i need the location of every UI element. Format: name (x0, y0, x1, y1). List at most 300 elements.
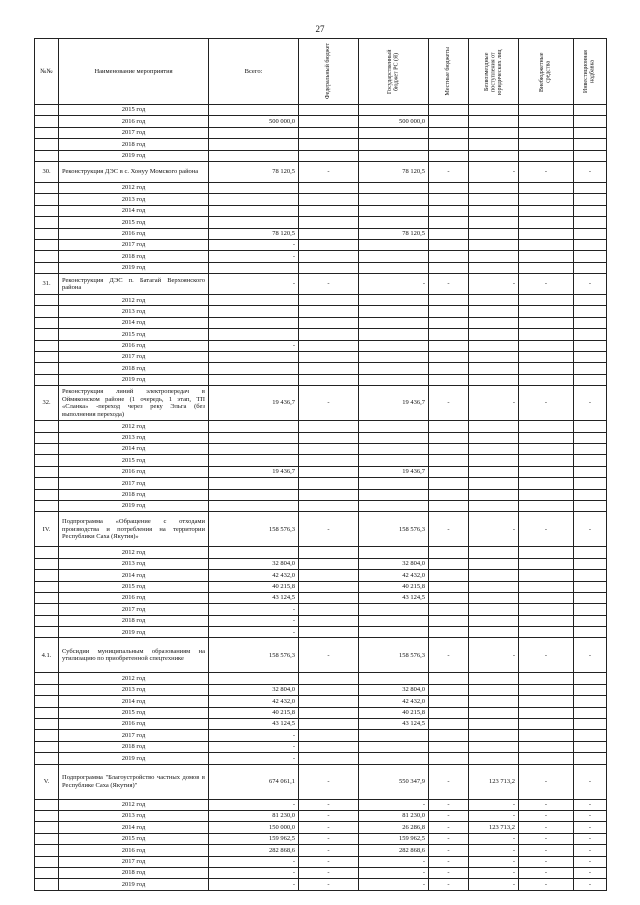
table-body (35, 105, 607, 891)
cell-invest (574, 500, 607, 511)
cell-state: 32 804,0 (359, 684, 429, 695)
year-row (35, 139, 607, 150)
cell-local (429, 753, 469, 764)
year-row (35, 547, 607, 558)
row-number-empty (35, 139, 59, 150)
program-row (35, 764, 607, 799)
cell-total (209, 329, 299, 340)
year-label: 2019 год (59, 262, 209, 273)
cell-free (469, 707, 519, 718)
cell-federal (299, 455, 359, 466)
cell-total (209, 352, 299, 363)
cell-total: - (209, 340, 299, 351)
year-row (35, 228, 607, 239)
year-label: 2019 год (59, 374, 209, 385)
cell-extra: - (519, 386, 574, 421)
cell-free (469, 466, 519, 477)
cell-free (469, 182, 519, 193)
cell-federal (299, 306, 359, 317)
cell-invest (574, 547, 607, 558)
cell-free (469, 741, 519, 752)
cell-federal (299, 581, 359, 592)
cell-extra: - (519, 799, 574, 810)
program-title: Подпрограмма "Благоустройство частных домов в Республике Саха (Якутия)" (59, 764, 209, 799)
cell-extra (519, 615, 574, 626)
year-row (35, 478, 607, 489)
year-row (35, 352, 607, 363)
cell-state (359, 374, 429, 385)
cell-total: 19 436,7 (209, 386, 299, 421)
cell-federal (299, 205, 359, 216)
row-number-empty (35, 627, 59, 638)
cell-state (359, 194, 429, 205)
cell-total (209, 295, 299, 306)
cell-local: - (429, 810, 469, 821)
cell-invest (574, 741, 607, 752)
cell-total (209, 194, 299, 205)
cell-extra (519, 592, 574, 603)
cell-state: 32 804,0 (359, 558, 429, 569)
year-label: 2014 год (59, 822, 209, 833)
row-number-empty (35, 867, 59, 878)
row-number-empty (35, 558, 59, 569)
cell-invest (574, 262, 607, 273)
year-label: 2014 год (59, 570, 209, 581)
cell-state (359, 478, 429, 489)
cell-local (429, 127, 469, 138)
row-number-empty (35, 741, 59, 752)
cell-federal (299, 340, 359, 351)
cell-invest (574, 127, 607, 138)
cell-invest (574, 217, 607, 228)
cell-local (429, 500, 469, 511)
cell-extra: - (519, 161, 574, 182)
cell-federal: - (299, 822, 359, 833)
cell-state (359, 730, 429, 741)
cell-federal (299, 150, 359, 161)
cell-invest (574, 105, 607, 116)
year-label: 2016 год (59, 228, 209, 239)
year-row (35, 127, 607, 138)
cell-free (469, 627, 519, 638)
cell-state (359, 615, 429, 626)
row-number-empty (35, 217, 59, 228)
cell-extra (519, 707, 574, 718)
cell-total (209, 455, 299, 466)
cell-federal (299, 217, 359, 228)
cell-local (429, 432, 469, 443)
cell-federal (299, 432, 359, 443)
cell-free: - (469, 810, 519, 821)
cell-invest (574, 581, 607, 592)
cell-federal (299, 317, 359, 328)
cell-local (429, 340, 469, 351)
year-row (35, 673, 607, 684)
year-row (35, 340, 607, 351)
cell-invest: - (574, 856, 607, 867)
row-number: 4.1. (35, 638, 59, 673)
cell-extra: - (519, 274, 574, 295)
year-row (35, 707, 607, 718)
cell-local (429, 363, 469, 374)
cell-local (429, 262, 469, 273)
cell-free (469, 719, 519, 730)
year-row (35, 879, 607, 890)
cell-extra (519, 251, 574, 262)
cell-state (359, 443, 429, 454)
cell-invest (574, 558, 607, 569)
cell-free (469, 116, 519, 127)
year-label: 2019 год (59, 753, 209, 764)
cell-invest (574, 239, 607, 250)
cell-total: 81 230,0 (209, 810, 299, 821)
cell-federal: - (299, 638, 359, 673)
cell-free (469, 570, 519, 581)
cell-local (429, 466, 469, 477)
year-label: 2016 год (59, 592, 209, 603)
year-label: 2012 год (59, 421, 209, 432)
cell-state (359, 205, 429, 216)
cell-federal (299, 295, 359, 306)
cell-invest (574, 673, 607, 684)
cell-state (359, 432, 429, 443)
cell-free: - (469, 161, 519, 182)
cell-invest (574, 466, 607, 477)
row-number-empty (35, 262, 59, 273)
year-row (35, 592, 607, 603)
year-label: 2017 год (59, 127, 209, 138)
cell-local (429, 547, 469, 558)
cell-total (209, 317, 299, 328)
page-number: 27 (315, 24, 325, 34)
cell-federal (299, 673, 359, 684)
year-label: 2015 год (59, 105, 209, 116)
cell-state (359, 547, 429, 558)
program-row (35, 274, 607, 295)
row-number-empty (35, 673, 59, 684)
budget-table (34, 38, 607, 891)
cell-invest: - (574, 799, 607, 810)
cell-state: 19 436,7 (359, 466, 429, 477)
cell-total: - (209, 856, 299, 867)
cell-local (429, 421, 469, 432)
row-number-empty (35, 340, 59, 351)
year-label: 2018 год (59, 139, 209, 150)
cell-invest (574, 374, 607, 385)
cell-federal: - (299, 879, 359, 890)
program-row (35, 386, 607, 421)
cell-extra: - (519, 512, 574, 547)
cell-local: - (429, 161, 469, 182)
program-row (35, 161, 607, 182)
row-number-empty (35, 182, 59, 193)
year-row (35, 741, 607, 752)
cell-local (429, 696, 469, 707)
cell-invest (574, 306, 607, 317)
cell-free (469, 329, 519, 340)
row-number-empty (35, 615, 59, 626)
row-number-empty (35, 374, 59, 385)
cell-free (469, 251, 519, 262)
row-number-empty (35, 478, 59, 489)
year-label: 2018 год (59, 867, 209, 878)
year-label: 2013 год (59, 558, 209, 569)
cell-extra (519, 150, 574, 161)
cell-invest (574, 604, 607, 615)
cell-extra (519, 753, 574, 764)
cell-local (429, 684, 469, 695)
year-row (35, 696, 607, 707)
cell-state: 40 215,8 (359, 581, 429, 592)
cell-total (209, 205, 299, 216)
cell-free (469, 105, 519, 116)
row-number-empty (35, 570, 59, 581)
cell-invest (574, 432, 607, 443)
cell-extra (519, 340, 574, 351)
cell-state (359, 251, 429, 262)
row-number-empty (35, 150, 59, 161)
year-label: 2017 год (59, 730, 209, 741)
row-number-empty (35, 592, 59, 603)
cell-extra (519, 455, 574, 466)
cell-free: - (469, 833, 519, 844)
cell-free (469, 684, 519, 695)
cell-invest: - (574, 845, 607, 856)
cell-local (429, 741, 469, 752)
cell-free (469, 262, 519, 273)
cell-extra (519, 217, 574, 228)
cell-extra (519, 719, 574, 730)
cell-state (359, 329, 429, 340)
col-header-no: №№ (35, 39, 59, 105)
cell-invest: - (574, 274, 607, 295)
cell-local (429, 581, 469, 592)
year-row (35, 719, 607, 730)
cell-federal (299, 363, 359, 374)
cell-total: - (209, 753, 299, 764)
cell-local (429, 295, 469, 306)
cell-local (429, 116, 469, 127)
cell-extra (519, 627, 574, 638)
cell-federal (299, 105, 359, 116)
row-number-empty (35, 684, 59, 695)
cell-extra (519, 421, 574, 432)
cell-free: - (469, 638, 519, 673)
cell-extra (519, 558, 574, 569)
row-number-empty (35, 251, 59, 262)
cell-state (359, 421, 429, 432)
year-label: 2017 год (59, 239, 209, 250)
cell-local: - (429, 638, 469, 673)
cell-total: 159 962,5 (209, 833, 299, 844)
cell-invest (574, 478, 607, 489)
cell-federal (299, 741, 359, 752)
cell-federal (299, 127, 359, 138)
cell-free (469, 374, 519, 385)
cell-free (469, 730, 519, 741)
year-label: 2017 год (59, 352, 209, 363)
cell-free (469, 592, 519, 603)
cell-federal (299, 604, 359, 615)
cell-free: - (469, 879, 519, 890)
cell-free (469, 306, 519, 317)
row-number-empty (35, 116, 59, 127)
cell-total (209, 262, 299, 273)
cell-extra (519, 730, 574, 741)
year-row (35, 363, 607, 374)
cell-extra: - (519, 845, 574, 856)
cell-federal (299, 570, 359, 581)
cell-total: 43 124,5 (209, 719, 299, 730)
cell-free (469, 421, 519, 432)
year-row (35, 455, 607, 466)
year-row (35, 150, 607, 161)
row-number-empty (35, 730, 59, 741)
cell-state: 78 120,5 (359, 161, 429, 182)
program-title: Подпрограмма «Обращение с отходами производства и потребления на территории Республики Саха (Якутия)» (59, 512, 209, 547)
cell-free (469, 478, 519, 489)
cell-state: 40 215,8 (359, 707, 429, 718)
year-row (35, 251, 607, 262)
row-number-empty (35, 707, 59, 718)
cell-invest (574, 753, 607, 764)
cell-total: - (209, 615, 299, 626)
cell-free (469, 455, 519, 466)
cell-federal (299, 139, 359, 150)
header-row (35, 39, 607, 105)
cell-local (429, 374, 469, 385)
year-row (35, 615, 607, 626)
row-number-empty (35, 455, 59, 466)
cell-total: 158 576,3 (209, 512, 299, 547)
row-number-empty (35, 696, 59, 707)
row-number: IV. (35, 512, 59, 547)
cell-free: - (469, 799, 519, 810)
year-row (35, 194, 607, 205)
cell-local (429, 627, 469, 638)
cell-local (429, 489, 469, 500)
cell-local (429, 673, 469, 684)
year-label: 2016 год (59, 340, 209, 351)
row-number-empty (35, 581, 59, 592)
cell-free (469, 239, 519, 250)
cell-total (209, 432, 299, 443)
cell-total (209, 217, 299, 228)
cell-extra: - (519, 856, 574, 867)
cell-federal: - (299, 386, 359, 421)
col-header-total: Всего: (209, 39, 299, 105)
cell-free (469, 547, 519, 558)
cell-extra (519, 105, 574, 116)
year-label: 2014 год (59, 443, 209, 454)
cell-state (359, 753, 429, 764)
cell-invest: - (574, 512, 607, 547)
year-row (35, 421, 607, 432)
row-number: 32. (35, 386, 59, 421)
cell-free (469, 489, 519, 500)
cell-total: 158 576,3 (209, 638, 299, 673)
year-row (35, 684, 607, 695)
cell-extra (519, 684, 574, 695)
year-label: 2019 год (59, 627, 209, 638)
cell-free (469, 352, 519, 363)
cell-federal (299, 592, 359, 603)
cell-federal (299, 329, 359, 340)
cell-total (209, 139, 299, 150)
cell-free (469, 673, 519, 684)
cell-federal (299, 558, 359, 569)
cell-local (429, 730, 469, 741)
year-row (35, 432, 607, 443)
row-number-empty (35, 105, 59, 116)
cell-federal (299, 478, 359, 489)
cell-total: 43 124,5 (209, 592, 299, 603)
cell-total (209, 105, 299, 116)
cell-federal (299, 719, 359, 730)
cell-extra: - (519, 764, 574, 799)
cell-state: 500 000,0 (359, 116, 429, 127)
cell-state: 550 347,9 (359, 764, 429, 799)
cell-invest (574, 443, 607, 454)
cell-state (359, 489, 429, 500)
cell-invest (574, 340, 607, 351)
year-label: 2014 год (59, 696, 209, 707)
col-header-invest: Инвестиционная надбавка (574, 39, 607, 105)
cell-total: 42 432,0 (209, 570, 299, 581)
row-number-empty (35, 799, 59, 810)
cell-invest (574, 455, 607, 466)
cell-local: - (429, 512, 469, 547)
cell-state: - (359, 799, 429, 810)
row-number-empty (35, 822, 59, 833)
col-header-local: Местные бюджеты (429, 39, 469, 105)
cell-free (469, 753, 519, 764)
cell-free (469, 615, 519, 626)
year-row (35, 810, 607, 821)
cell-state (359, 340, 429, 351)
year-label: 2016 год (59, 845, 209, 856)
year-label: 2015 год (59, 329, 209, 340)
cell-invest: - (574, 638, 607, 673)
cell-federal (299, 239, 359, 250)
cell-local: - (429, 274, 469, 295)
cell-free (469, 432, 519, 443)
year-label: 2018 год (59, 741, 209, 752)
cell-local (429, 478, 469, 489)
cell-federal (299, 627, 359, 638)
cell-state: 158 576,3 (359, 512, 429, 547)
cell-local: - (429, 856, 469, 867)
cell-state (359, 306, 429, 317)
cell-extra (519, 352, 574, 363)
cell-invest (574, 592, 607, 603)
program-title: Реконструкция ДЭС п. Батагай Верхоянского района (59, 274, 209, 295)
cell-state: 81 230,0 (359, 810, 429, 821)
row-number-empty (35, 466, 59, 477)
year-label: 2015 год (59, 707, 209, 718)
cell-state (359, 741, 429, 752)
cell-invest (574, 615, 607, 626)
cell-extra (519, 295, 574, 306)
cell-extra: - (519, 638, 574, 673)
cell-local (429, 239, 469, 250)
cell-total: 40 215,8 (209, 581, 299, 592)
row-number-empty (35, 845, 59, 856)
program-title: Реконструкция линий электропередач в Оймяконском районе (1 очередь, 1 этап, ТП «Сланка» -переход через реку Эльга (без выполнения перехода) (59, 386, 209, 421)
cell-free (469, 228, 519, 239)
year-row (35, 239, 607, 250)
cell-extra (519, 673, 574, 684)
